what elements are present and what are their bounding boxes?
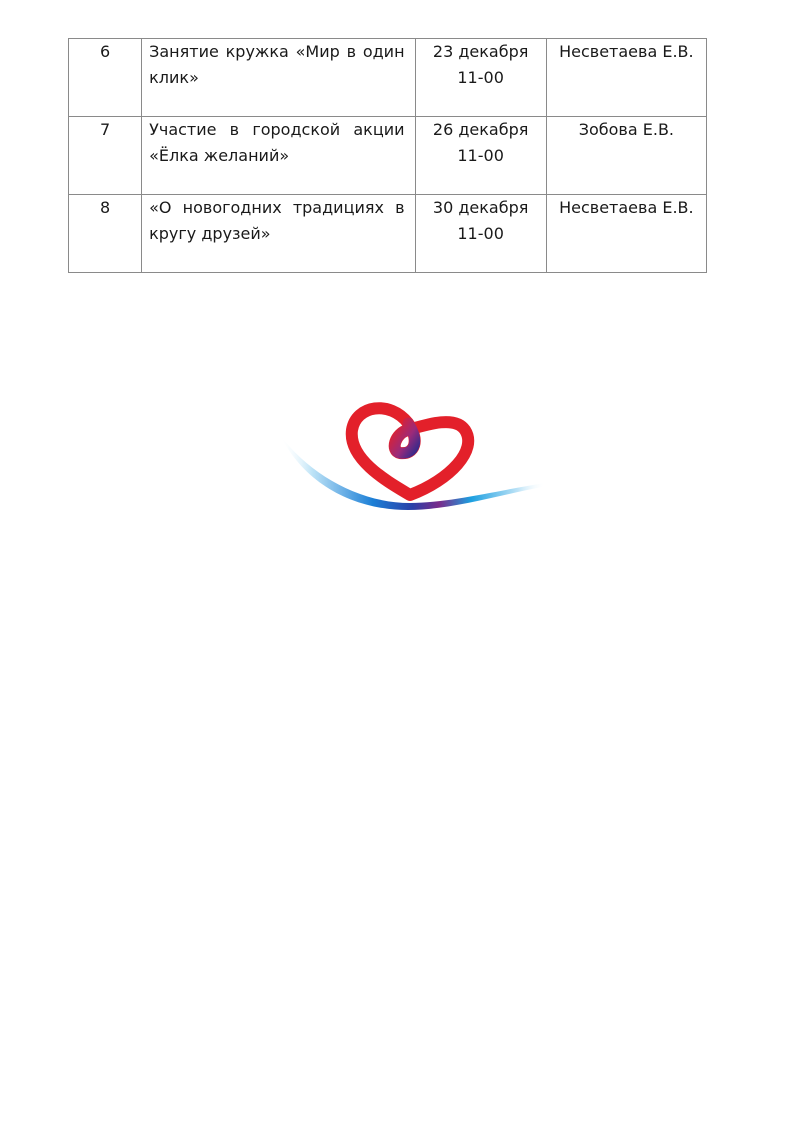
event-name: Занятие кружка «Мир в один клик» bbox=[142, 39, 415, 117]
event-time: 11-00 bbox=[457, 224, 504, 243]
row-number: 7 bbox=[69, 117, 142, 195]
event-datetime bbox=[415, 117, 546, 195]
event-name: Участие в городской акции «Ёлка желаний» bbox=[142, 117, 415, 195]
heart-ribbon-icon bbox=[250, 395, 550, 520]
table-row bbox=[69, 39, 707, 117]
event-datetime bbox=[415, 195, 546, 273]
event-date: 26 декабря bbox=[432, 120, 529, 139]
responsible-person: Несветаева Е.В. bbox=[546, 39, 706, 117]
event-datetime bbox=[415, 39, 546, 117]
event-date: 30 декабря bbox=[432, 198, 529, 217]
responsible-person: Зобова Е.В. bbox=[546, 117, 706, 195]
schedule-table bbox=[68, 38, 707, 273]
event-time: 11-00 bbox=[457, 146, 504, 165]
event-date: 23 декабря bbox=[432, 42, 529, 61]
event-time: 11-00 bbox=[457, 68, 504, 87]
heart-inner-loop bbox=[395, 423, 415, 453]
table-row bbox=[69, 117, 707, 195]
row-number: 6 bbox=[69, 39, 142, 117]
row-number: 8 bbox=[69, 195, 142, 273]
responsible-person: Несветаева Е.В. bbox=[546, 195, 706, 273]
event-name: «О новогодних традициях в кругу друзей» bbox=[142, 195, 415, 273]
table-row bbox=[69, 195, 707, 273]
